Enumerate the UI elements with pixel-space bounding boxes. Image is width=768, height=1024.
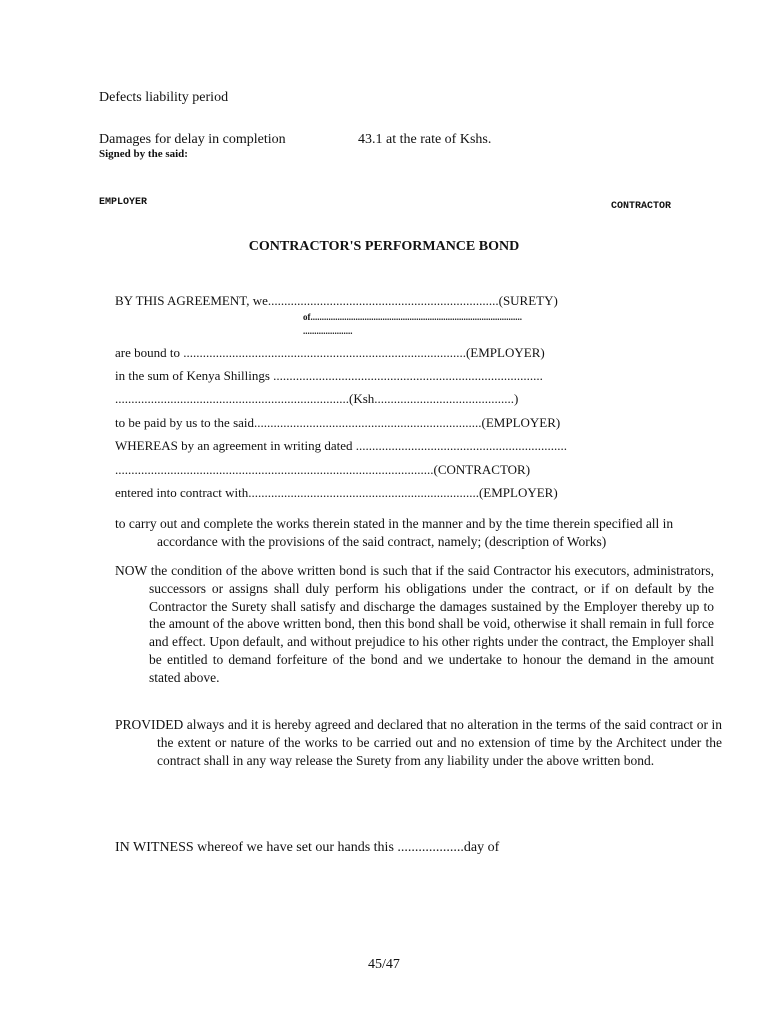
provided-paragraph: PROVIDED always and it is hereby agreed and declared that no alteration in the terms of the said contract or in the extent or nature of the works to be carried out and no extension of time by the Architect under the contract shall in any way release the Surety from any liability under the above written bond. — [115, 717, 722, 768]
sum-kenya-shillings-line: in the sum of Kenya Shillings ................................................................................... — [115, 368, 543, 383]
in-witness-line: IN WITNESS whereof we have set our hands this ...................day of — [115, 840, 500, 855]
defects-liability-label: Defects liability period — [99, 90, 229, 105]
entered-contract-line: entered into contract with.......................................................................(EMPLOYER) — [115, 485, 558, 500]
agreement-surety-line: BY THIS AGREEMENT, we.......................................................................(SURETY) — [115, 293, 558, 308]
ksh-amount-line: ........................................................................(Ksh...........................................) — [115, 391, 519, 406]
bond-title: CONTRACTOR'S PERFORMANCE BOND — [248, 239, 520, 254]
paid-employer-line: to be paid by us to the said......................................................................(EMPLOYER) — [115, 415, 561, 430]
now-condition-paragraph: NOW the condition of the above written bond is such that if the said Contractor his executors, administrators, successors or assigns shall duly perform his obligations under the contract, or if on default by the Contractor the Surety shall satisfy and discharge the damages sustained by the Employer thereby up to the amount of the above written bond, then this bond shall be void, otherwise it shall remain in full force and effect. Upon default, and without prejudice to his other rights under the contract, the Employer shall be entitled to demand forfeiture of the bond and we undertake to honour the demand in the amount stated above. — [115, 563, 714, 685]
damages-delay-label: Damages for delay in completion — [99, 132, 286, 147]
page-number: 45/47 — [368, 957, 400, 972]
bound-employer-line: are bound to .......................................................................................(EMPLOYER) — [115, 345, 545, 360]
surety-address-line-1: of.............................................................................................. — [303, 312, 522, 322]
surety-address-line-2: ...................... — [303, 326, 353, 336]
contractor-name-line: ..................................................................................................(CONTRACTOR) — [115, 462, 531, 477]
whereas-agreement-line: WHEREAS by an agreement in writing dated ................................................................. — [115, 438, 568, 453]
carry-out-works-paragraph: to carry out and complete the works therein stated in the manner and by the time therein specified all in accordance with the provisions of the said contract, namely; (description of Works) — [115, 516, 674, 549]
contractor-signature-label: CONTRACTOR — [611, 201, 672, 212]
employer-signature-label: EMPLOYER — [99, 197, 148, 208]
damages-rate-text: 43.1 at the rate of Kshs. — [358, 132, 492, 147]
signed-by-label: Signed by the said: — [99, 148, 188, 160]
